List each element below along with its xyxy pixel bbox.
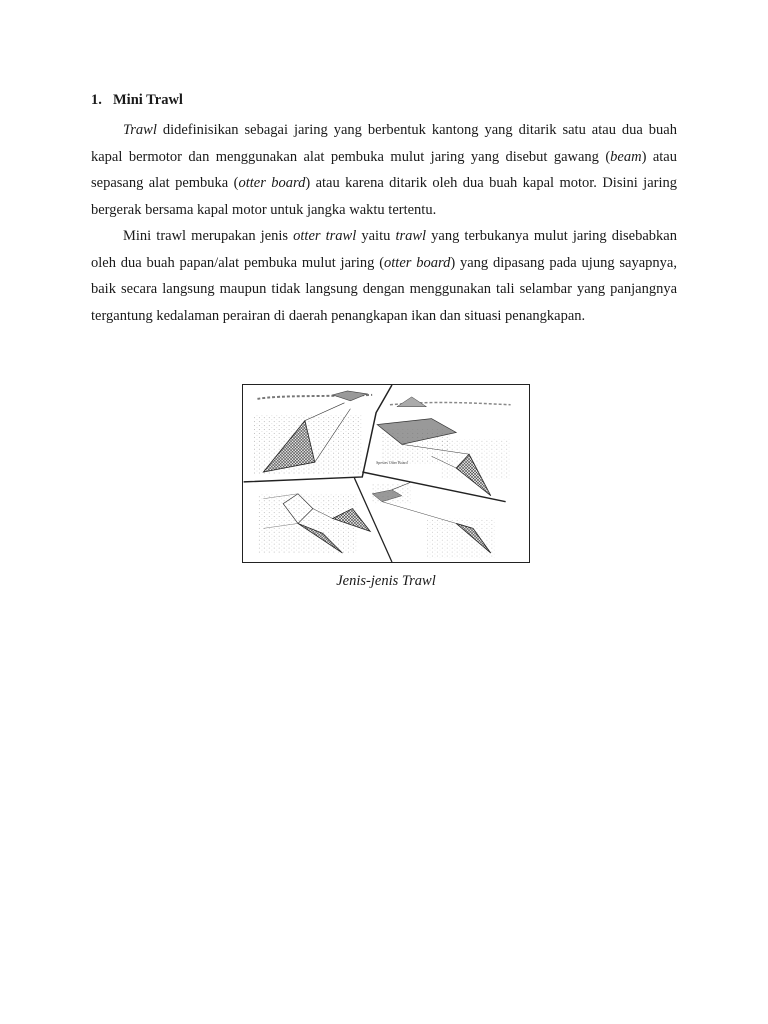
section-heading (91, 92, 183, 109)
text-run: ) atau karena ditarik oleh dua buah kapal motor. Disini jaring bergerak bersama kapal motor untuk jangka waktu tertentu. (91, 175, 677, 218)
italic-term: trawl (395, 228, 427, 244)
illustration-label: Spesies Otter Board (376, 460, 408, 466)
trawl-drawing (243, 385, 529, 562)
paragraph-2 (91, 223, 677, 329)
text-run: ) yang dipasang pada ujung sayapnya, baik secara langsung maupun tidak langsung dengan menggunakan tali selambar yang panjangnya tergantung kedalaman perairan di daerah penangkapan ikan dan situasi penangkapan. (91, 254, 677, 324)
section-number: 1. (91, 92, 102, 108)
section-title: Mini Trawl (113, 92, 183, 108)
text-run: yaitu (356, 228, 396, 244)
italic-term: otter board (384, 254, 451, 271)
paragraph-1 (91, 117, 677, 223)
italic-term: Trawl (123, 122, 157, 138)
italic-term: otter trawl (293, 228, 357, 244)
trawl-illustration (242, 384, 530, 563)
text-run: yang terbukanya mulut jaring disebabkan oleh dua buah papan/alat pembuka mulut jaring ( (91, 228, 677, 271)
text-run: Mini trawl merupakan jenis (123, 228, 294, 244)
figure-caption: Jenis-jenis Trawl (336, 573, 436, 589)
text-run: didefinisikan sebagai jaring yang berbentuk kantong yang ditarik satu atau dua buah kapal bermotor dan menggunakan alat pembuka mulut jaring yang disebut gawang ( (91, 122, 677, 165)
body-text (91, 117, 677, 329)
italic-term: beam (610, 148, 642, 165)
text-run: ) atau sepasang alat pembuka ( (91, 148, 677, 191)
italic-term: otter board (238, 175, 306, 191)
